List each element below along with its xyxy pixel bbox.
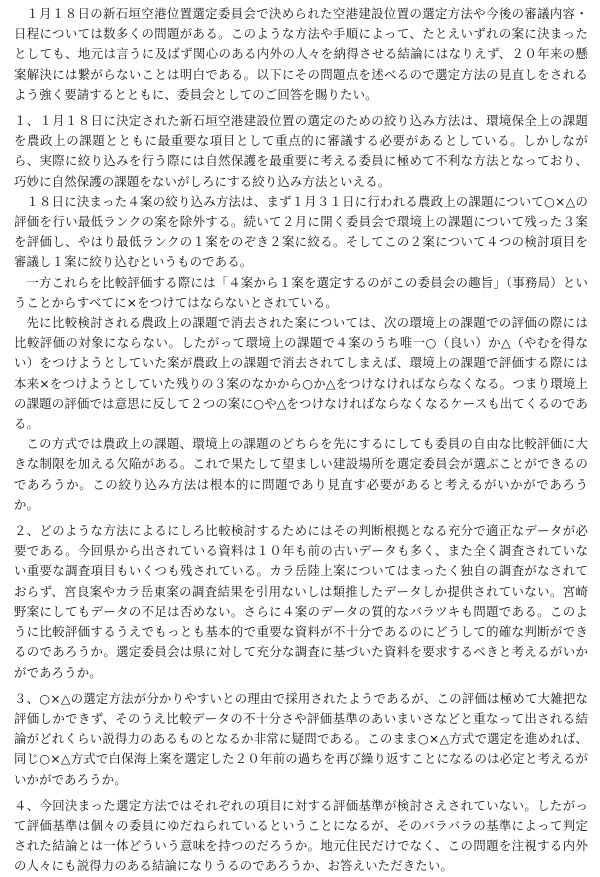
intro-section (14, 4, 588, 105)
section-4-lead: ４、今回決まった選定方法ではそれぞれの項目に対する評価基準が検討さえされていない。したがって評価基準は個々の委員にゆだねられているということになるが、そのバラバラの基準によって判定された結論とは一体どういう意味を持つのだろうか。地元住民だけでなく、この問題を注視する内外の人々にも説得力のある結論になりうるのであろうか、お答えいただきたい。 (14, 797, 588, 874)
section-3 (14, 689, 588, 790)
section-2-lead: ２、どのような方法によるにしろ比較検討するためにはその判断根拠となる充分で適正なデータが必要である。今回県から出されている資料は１０年も前の古いデータも多く、また全く調査されていない重要な調査項目もいくつも残されている。カラ岳陸上案についてはまったく独自の調査がなされておらず、宮良案やカラ岳東案の調査結果を引用ないしは類推したデータしか提供されていない。宮崎野案にしてもデータの不足は否めない。さらに４案のデータの質的なバラツキも問題である。このように比較評価するうえでもっとも基本的で重要な資料が不十分であるのにどうして的確な判断ができるのであろうか。選定委員会は県に対して充分な調査に基づいた資料を要求するべきと考えるがいかがであろうか。 (14, 523, 588, 680)
section-4 (14, 796, 588, 877)
section-1-lead: １、１月１８日に決定された新石垣空港建設位置の選定のための絞り込み方法は、環境保全上の課題を農政上の課題とともに最重要な項目として重点的に審議する必要があるとしている。しかしながら、実際に絞り込みを行う際には自然保護を最重要に考える委員に極めて不利な方法となっており、巧妙に自然保護の課題をないがしろにする絞り込み方法といえる。 (14, 113, 588, 189)
section-1-paragraph-2: 一方これらを比較評価する際には「４案から１案を選定するのがこの委員会の趣旨」（事務局）ということからすべてに×をつけてはならないとされている。 (14, 274, 588, 310)
section-1-paragraph-4: この方式では農政上の課題、環境上の課題のどちらを先にするにしても委員の自由な比較評価に大きな制限を加える欠陥がある。これで果たして望ましい建設場所を選定委員会が選ぶことができるのであろうか。この絞り込み方法は根本的に問題であり見直す必要があると考えるがいかがであろうか。 (14, 436, 588, 512)
intro-paragraph: １月１８日の新石垣空港位置選定委員会で決められた空港建設位置の選定方法や今後の審議内容・日程については数多くの問題がある。このような方法や手順によって、たとえいずれの案に決まったとしても、地元は言うに及ばず関心のある内外の人々を納得させる結論にはなりえず、２０年来の懸案解決には繋がらないことは明白である。以下にその問題点を述べるので選定方法の見直しをされるよう強く要請するとともに、委員会としてのご回答を賜りたい。 (14, 6, 588, 102)
section-1 (14, 111, 588, 515)
section-1-paragraph-3: 先に比較検討される農政上の課題で消去された案については、次の環境上の課題での評価の際には比較評価の対象にならない。したがって環境上の課題で４案のうち唯一○（良い）か△（やむを得ない）をつけようとしていた案が農政上の課題で消去されてしまえば、環境上の課題で評価する際には本来×をつけようとしていた残りの３案のなかから○か△をつけなければならなくなる。つまり環境上の課題の評価では意思に反して２つの案に○や△をつけなければならなくなるケースも出てくるのである。 (14, 315, 588, 432)
section-3-lead: ３、○×△の選定方法が分かりやすいとの理由で採用されたようであるが、この評価は極めて大雑把な評価しかできず、そのうえ比較データの不十分さや評価基準のあいまいさなどと重なって出される結論がどれくらい説得力のあるものとなるか非常に疑問である。このまま○×△方式で選定を進めれば、同じ○×△方式で白保海上案を選定した２０年前の過ちを再び繰り返すことになるのは必定と考えるがいかがであろうか。 (14, 690, 588, 787)
section-2 (14, 521, 588, 683)
section-1-paragraph-1: １８日に決まった４案の絞り込み方法は、まず１月３１日に行われる農政上の課題について○×△の評価を行い最低ランクの案を除外する。続いて２月に開く委員会で環境上の課題について残った３案を評価し、やはり最低ランクの１案をのぞき２案に絞る。そしてこの２案について４つの検討項目を審議し１案に絞り込むというものである。 (14, 193, 588, 270)
